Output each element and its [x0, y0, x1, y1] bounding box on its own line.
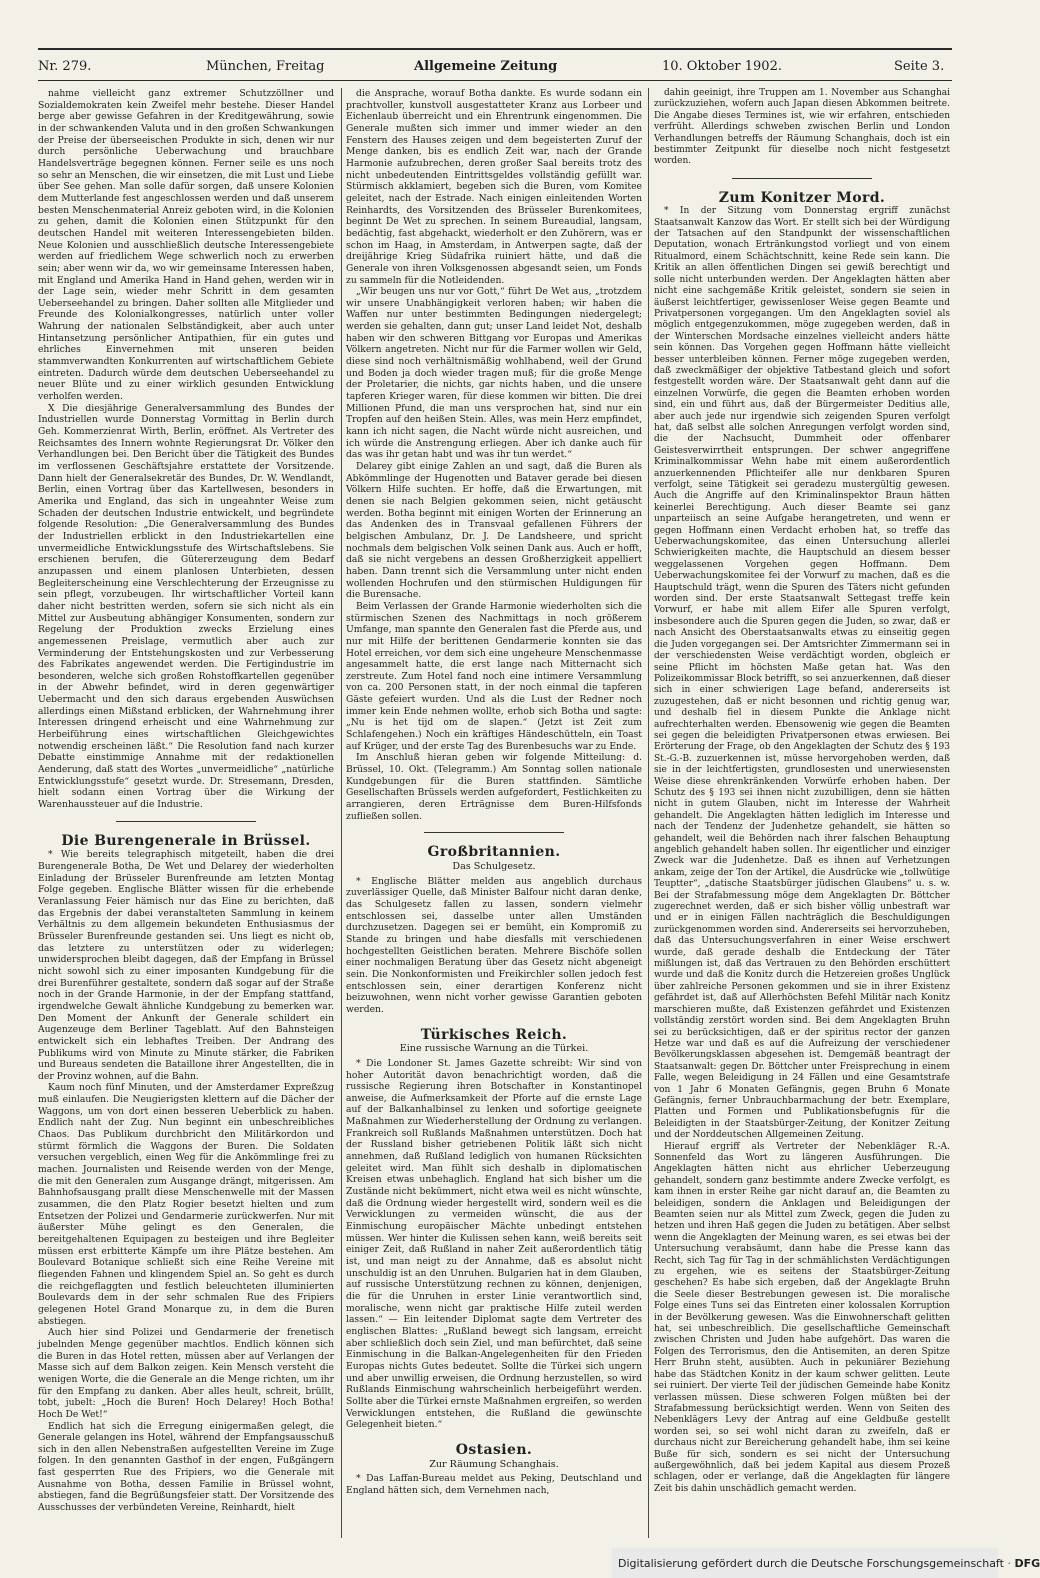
article-paragraph: „Wir beugen uns nur vor Gott,“ führt De Wet aus, „trotzdem wir unsere Unabhängigkeit verloren haben; wir haben die Waffen nur unter bestimmten Bedingungen niedergelegt; werden sie gehalten, dann gut; unser Land leidet Not, deshalb haben wir den schweren Bittgang vor Europas und Amerikas Völkern angetreten. Nicht nur für die Farmer wollen wir Geld, diese sind noch verhältnismäßig wohlhabend, weil der Grund und Boden ja doch wieder tragen muß; für die große Menge der Proletarier, die nichts, gar nichts haben, und die unsere tapferen Krieger waren, für diese kommen wir bitten. Die drei Millionen Pfund, die man uns versprochen hat, sind nur ein Tropfen auf den heißen Stein. Alles, was mein Herz empfindet, kann ich nicht sagen, die Nacht würde nicht ausreichen, und ich würde die Anstrengung erliegen. Aber ich danke auch für das was ihr getan habt und was ihr tun werdet.“: [346, 286, 642, 461]
article-paragraph: * Wie bereits telegraphisch mitgeteilt, haben die drei Burengenerale Botha, De Wet und Delarey der wiederholten Einladung der Brüsseler Burenfreunde am letzten Montag Folge gegeben. Englische Blätter wissen für die erhebende Veranlassung Feier hämisch nur das Eine zu berichten, daß das Ergebnis der dabei veranstalteten Sammlung in keinem Verhältnis zu dem allgemein bekundeten Enthusiasmus der Brüsseler Burenfreunde gestanden sei. Uns liegt es nicht ob, das letztere zu unterstützen oder zu widerlegen; unwidersprochen bleibt dagegen, daß der Empfang in Brüssel nicht sowohl sich zu einer imposanten Kundgebung für die drei Burenführer gestaltete, sondern daß sogar auf der Straße noch in der Grande Harmonie, in der der Empfang stattfand, irgendwelche Gewalt ähnliche Kundgebung zu bemerken war. Den Moment der Ankunft der Generale schildert ein Augenzeuge dem Berliner Tageblatt. Auf den Bahnsteigen entwickelt sich ein lebhaftes Treiben. Der Andrang des Publikums wird von Minute zu Minute stärker, die Fabriken und Bureaus sendeten die Bataillone ihrer Angestellten, die in der Provinz wohnen, auf die Bahn.: [38, 849, 334, 1082]
issue-date: 10. Oktober 1902.: [662, 59, 782, 74]
page-number: Seite 3.: [894, 59, 945, 74]
article-paragraph: Endlich hat sich die Erregung einigermaßen gelegt, die Generale gelangen ins Hotel, während der Empfangsausschuß sich in den allen Nebenstraßen aufgestellten Vereine im Zuge folgen. In den genannten Gasthof in der engen, Fußgängern fast gesperrten Rue des Fripiers, wo die Generale mit Ausnahme von Botha, dessen Familie in Brüssel wohnt, abstiegen, fand die Begrüßungsfeier statt. Der Vorsitzende des Ausschusses der verbündeten Vereine, Reinhardt, hielt: [38, 1420, 334, 1514]
article-paragraph: nahme vielleicht ganz extremer Schutzzöllner und Sozialdemokraten kein Zweifel mehr bestehe. Dieser Handel berge aber gewisse Gefahren in der Kreditgewährung, sowie in der schwankenden Valuta und in den großen Schwankungen der Preise der überseeischen Produkte in sich, denen wir nur durch persönliche Ueberwachung und brauchbare Handelsverträge begegnen können. Ferner seile es uns noch so sehr an Menschen, die wir einsetzen, die mit Lust und Liebe über See gehen. Man solle dafür sorgen, daß unsere Kolonien dem Mutterlande fest angeschlossen werden und daß unserem besten Menschenmaterial Anreiz geboten wird, in die Kolonien zu gehen, damit die Kolonien einen Stützpunkt für den deutschen Handel mit weiteren Interessengebieten bilden. Neue Kolonien und ausschließlich deutsche Interessengebiete werden auf friedlichem Wege schwerlich noch zu erwerben sein; aber wenn wir da, wo wir gemeinsame Interessen haben, mit England und Amerika Hand in Hand gehen, werden wir in der Lage sein, wieder mehr Schritt in dem gesamten Ueberseehandel zu bringen. Daher sollten alle Mitglieder und Freunde des Kolonialkongresses, natürlich unter voller Wahrung der nationalen Selbständigkeit, aber auch unter Hintansetzung persönlicher Antipathien, für ein gutes und ehrliches Einvernehmen mit unseren beiden stammverwandten Konkurrenten auf wirtschaftlichem Gebiete eintreten. Dadurch würde dem deutschen Ueberseehandel zu neuer Blüte und zu einer wirklich gesunden Entwicklung verholfen werden.: [38, 88, 334, 403]
article-paragraph: * Die Londoner St. James Gazette schreibt: Wir sind von hoher Autorität davon benachrichtigt worden, daß die russische Regierung ihren Botschafter in Konstantinopel anweise, die Aufmerksamkeit der Pforte auf die ernste Lage auf der Balkanhalbinsel zu lenken und sofortige geeignete Maßnahmen zur Wiederherstellung der Ordnung zu verlangen. Frankreich soll Rußlands Maßnahmen unterstützen. Doch hat der Russland bisher getriebenen Politik läßt sich nicht annehmen, daß Rußland lediglich von humanen Rücksichten geleitet wird. Man fühlt sich deshalb in diplomatischen Kreisen etwas unbehaglich. England hat sich bisher um die Zustände nicht bekümmert, nicht etwa weil es nicht wünschte, daß die Ordnung wieder hergestellt wird, sondern weil es die Verwicklungen zu vermeiden wünscht, die aus der Einmischung europäischer Mächte unbedingt entstehen müssen. Wer hinter die Kulissen sehen kann, weiß bereits seit einiger Zeit, daß Rußland in naher Zeit außerordentlich tätig ist, und man neigt zu der Annahme, daß es absolut nicht unschuldig ist an den Unruhen. Bulgarien hat in dem Glauben, auf russische Unterstützung rechnen zu können, denjenigen, die für die Unruhen in erster Linie verantwortlich sind, moralische, wenn nicht gar praktische Hilfe zuteil werden lassen.“ — Ein leitender Diplomat sagte dem Vertreter des englischen Blattes: „Rußland bewegt sich langsam, erreicht aber schließlich doch sein Ziel, und man befürchtet, daß seine Einmischung in die Balkan-Angelegenheiten für den Frieden Europas nichts Gutes bedeutet. Sollte die Türkei sich ungern und aber unwillig erweisen, die Ordnung herzustellen, so wird Rußlands Einmischung wahrscheinlich herbeigeführt werden. Sollte aber die Türkei ernste Maßnahmen ergreifen, so werden Verwicklungen entstehen, die Rußland die gewünschte Gelegenheit bieten.“: [346, 1057, 642, 1431]
section-heading: Ostasien.: [455, 1441, 533, 1458]
article-paragraph: * In der Sitzung vom Donnerstag ergriff zunächst Staatsanwalt Kanzow das Wort. Er stellt sich bei der Würdigung der Tatsachen auf den Standpunkt der wissenschaftlichen Deputation, wonach Ertränkungstod vorliegt und von einem Ritualmord, einem Schächtschnitt, keine Rede sein kann. Die Kritik an allen öffentlichen Dingen sei gewiß berechtigt und solle nicht unterbunden werden. Der Angeklagten hätten aber nicht eine sachgemäße Kritik geleistet, sondern sie seien in äußerst leichtfertiger, gewissenloser Weise gegen Beamte und Privatpersonen vorgegangen. Um den Angeklagten soviel als möglich entgegenzukommen, möge zugegeben werden, daß in der Winterschen Mordsache einzelnes vielleicht anders hätte sein können. Das Vorgehen gegen Hoffmann hätte vielleicht besser unterbleiben können. Ferner möge zugegeben werden, daß zweckmäßiger der objektive Tatbestand gleich und sofort festgestellt worden wäre. Der Staatsanwalt geht dann auf die einzelnen Vorwürfe, die gegen die Beamten erhoben worden sind, ein und führt aus, daß der Bürgermeister Deditius alle, aber auch jede nur irgendwie sich zeigenden Spuren verfolgt hat, daß selbst alle solchen Anregungen verfolgt worden sind, die der Nachsucht, Dummheit oder offenbarer Geistesverwirrtheit entsprungen. Der schwer angegriffene Kriminalkommissar Wehn habe mit einem außerordentlich anzuerkennenden Pflichteifer alle nur denkbaren Spuren verfolgt, seine Tätigkeit sei geradezu mustergültig gewesen. Auch die Angriffe auf den Kriminalinspektor Braun hätten keinerlei Berechtigung. Auch dieser Beamte sei ganz unparteiisch an seine Aufgabe herangetreten, und wenn er gegen Hoffmann einen Verdacht erhoben hat, so treffe das Ueberwachungskomitee, das einen Untersuchung allerlei Schwierigkeiten machte, die Hauptschuld an diesem besser weggelassenen Vorgehen gegen Hoffmann. Dem Ueberwachungskomitee fei der Vorwurf zu machen, daß es die Hauptschuld trägt, wenn die Spuren des Täters nicht gefunden worden sind. Der erste Staatsanwalt Settegast treffe kein Vorwurf, er habe mit allem Eifer alle Spuren verfolgt, insbesondere auch die Spuren gegen die Juden, so zwar, daß er nach Ansicht des Oberstaatsanwalts etwas zu einseitig gegen die Juden vorgegangen sei. Der Amtsrichter Zimmermann sei in der verschiedensten Weise verdächtigt worden, obgleich er seine Pflicht im höchsten Maße getan hat. Was den Polizeikommissar Block betrifft, so sei anzuerkennen, daß dieser sich in einer schwierigen Lage befand, andererseits ist zuzugestehen, daß er nicht besonnen und richtig genug war, und deshalb fiel in diesem Punkte die Anklage nicht aufrechterhalten werden. Ebensowenig wie gegen die Beamten sei gegen die beleidigten Privatpersonen etwas erwiesen. Bei Erörterung der Frage, ob den Angeklagten der Schutz des § 193 St.-G.-B. zuzuerkennen ist, müsse hervorgehoben werden, daß sie in der leichtfertigsten, grundlosesten und unerwiesensten Weise diese ehrenkränkenden Vorwürfe erhoben haben. Der Schutz des § 193 sei ihnen nicht zuzubilligen, denn sie hätten nicht in gutem Glauben, nicht im Interesse der Wahrheit gehandelt. Die Angeklagten hätten lediglich im Interesse und nach der Tendenz der Judenhetze gehandelt, sie hätten so gehandelt, weil die Behörden nach ihrer falschen Behauptung angeblich gehandelt haben sollen. Ihr eigentlicher und einziger Zweck war die Judenhetze. Daß es ihnen auf Verhetzungen ankam, zeige der Ton der Artikel, die Ausdrücke wie „tollwütige Teuptter“, „datische Staatsbürger jüdischen Glaubens“ u. s. w. Bei der Strafabmessung möge dem Angeklagten Dr. Böttcher zugerechnet werden, daß er sich bisher völlig unbestraft war und er in einigen Fällen nachträglich die Beschuldigungen zurückgenommen worden sind. Andererseits sei hervorzuheben, daß das Untersuchungsverfahren in einer Weise erschwert wurde, daß gerade deshalb die Entdeckung der Täter mißlungen ist, daß das Vertrauen zu den Behörden erschüttert wurde und daß die Konitz durch die Hetzereien großes Unglück über zahlreiche Personen gekommen und sie in ihrer Existenz gefährdet ist, daß auf Allerhöchsten Befehl Militär nach Konitz marschieren mußte, daß Existenzen gefährdet und Existenzen vollständig zerstört worden sind. Bei dem Angeklagten Bruhn sei zu berücksichtigen, daß er der spiritus rector der ganzen Hetze war und daß es auf die Aufreizung der verschiedener Bevölkerungsklassen abgesehen ist. Demgemäß beantragt der Staatsanwalt: gegen Dr. Böttcher unter Freisprechung in einem Falle, wegen Beleidigung in 24 Fällen und eine Gesamtstrafe von 1 Jahr 6 Monaten Gefängnis, gegen Bruhn 6 Monate Gefängnis, ferner Unbrauchbarmachung der betr. Exemplare, Platten und Formen und Publikationsbefugnis für die Beleidigten in der Staatsbürger-Zeitung, der Konitzer Zeitung und der Norddeutschen Allgemeinen Zeitung.: [654, 206, 950, 1141]
place-day: München, Freitag: [206, 59, 325, 74]
article-paragraph: Auch hier sind Polizei und Gendarmerie der frenetisch jubelnden Menge gegenüber machtlos. Endlich können sich die Buren in das Hotel retten, müssen aber auf Verlangen der Masse sich auf dem Balkon zeigen. Kein Mensch versteht die wenigen Worte, die die Generale an die Menge richten, um ihr für den Empfang zu danken. Aber alles heult, schreit, brüllt, tobt, jubelt: „Hoch die Buren! Hoch Delarey! Hoch Botha! Hoch De Wet!“: [38, 1327, 334, 1420]
section-heading: Zum Konitzer Mord.: [718, 189, 886, 206]
section-subheading: Zur Räumung Schanghais.: [429, 1458, 559, 1470]
newspaper-page: [38, 48, 952, 1538]
article-paragraph: X Die diesjährige Generalversammlung des Bundes der Industriellen wurde Donnerstag Vormittag in Berlin durch Geh. Kommerzienrat Wirth, Berlin, eröffnet. Als Vertreter des Reichsamtes des Innern wohnte Regierungsrat Dr. Völker den Verhandlungen bei. Den Bericht über die Tätigkeit des Bundes im verflossenen Geschäftsjahre erstattete der Vorsitzende. Dann hielt der Generalsekretär des Bundes, Dr. W. Wendlandt, Berlin, einen Vortrag über das Kartellwesen, besonders in Amerika und England, das sich in ungeahnter Weise zum Schaden der deutschen Industrie entwickelt, und begründete folgende Resolution: „Die Generalversammlung des Bundes der Industriellen erblickt in den Industriekartellen eine unvermeidliche Entwicklungsstufe des Wirtschaftslebens. Sie erschienen berufen, die Gütererzeugung dem Bedarf anzupassen und einem planlosen Unterbieten, dessen Begleiterscheinung eine Verschlechterung der Erzeugnisse zu sein pflegt, vorzubeugen. Ihr wirtschaftlicher Vorteil kann daher nicht bestritten werden, sofern sie sich nicht als ein Mittel zur Ausbeutung abhängiger Konsumenten, sondern zur Regelung der Produktion zwecks Erzielung eines angemessenen Preislage, vermutlich aber auch zur Verminderung der Entstehungskosten und zur Verbesserung des Fabrikates angewendet werden. Die Fertigindustrie im besonderen, welche sich großen Rohstoffkartellen gegenüber in der Abwehr befindet, wird in deren gegenwärtiger Uebermacht und den sich daraus ergebenden Auswüchsen allerdings einen Mißstand erblicken, der Wahrnehmung ihrer Interessen dringend erheischt und eine Wahrnehmung zur Herbeiführung eines wirtschaftlichen Gleichgewichtes notwendig erscheinen läßt.“ Die Resolution fand nach kurzer Debatte einstimmige Annahme mit der redaktionellen Aenderung, daß statt des Wortes „unvermeidliche“ „natürliche Entwicklungsstufe“ gesetzt wurde. Dr. Stresemann, Dresden, hielt sodann einen Vortrag über die Wirkung der Warenhaussteuer auf die Industrie.: [38, 402, 334, 811]
section-subheading: Eine russische Warnung an die Türkei.: [399, 1043, 589, 1055]
newspaper-title: Allgemeine Zeitung: [414, 59, 558, 74]
column-1: [38, 88, 334, 1514]
section-heading: Großbritannien.: [427, 844, 561, 861]
digitization-credit: Digitalisierung gefördert durch die Deutsche Forschungsgemeinschaft · DFG: [612, 1548, 998, 1578]
dfg-logo: DFG: [1014, 1557, 1040, 1570]
article-paragraph: * Das Laffan-Bureau meldet aus Peking, Deutschland und England hätten sich, dem Vernehmen nach,: [346, 1473, 642, 1496]
section-separator: [732, 178, 872, 179]
section-heading: Die Burengenerale in Brüssel.: [61, 832, 311, 849]
column-divider: [341, 88, 342, 1538]
article-paragraph: die Ansprache, worauf Botha dankte. Es wurde sodann ein prachtvoller, kunstvoll ausgestatteter Kranz aus Lorbeer und Eichenlaub überreicht und ein Ehrentrunk eingenommen. Die Generale mußten sich immer und immer wieder an den Fenstern des Hauses zeigen und dem begeisterten Zuruf der Menge danken, bis es endlich Zeit war, nach der Grande Harmonie aufzubrechen, deren großer Saal bereits trotz des nicht unbedeutenden Eintrittsgeldes vollständig gefüllt war. Stürmisch akklamiert, begeben sich die Buren, vom Komitee geleitet, nach der Estrade. Nach einigen einleitenden Worten Reinhardts, des Vorsitzenden des Brüsseler Burenkomitees, beginnt De Wet zu sprechen. In seinem Bureaudial, langsam, bedächtig, fast abgehackt, wiederholt er den Zuhörern, was er schon im Haag, in Amsterdam, in Antwerpen sagte, daß der dreijährige Krieg Südafrika ruiniert hätte, und daß die Generale von ihren Volksgenossen abgesandt seien, um Fonds zu sammeln für die Notleidenden.: [346, 88, 642, 286]
article-paragraph: Im Anschluß hieran geben wir folgende Mitteilung: d. Brüssel, 10. Okt. (Telegramm.) Am Sonntag sollen nationale Kundgebungen für die Buren stattfinden. Sämtliche Gesellschaften Brüssels werden aufgefordert, Festlichkeiten zu arrangieren, deren Erträgnisse dem Buren-Hilfsfonds zufließen sollen.: [346, 752, 642, 822]
column-2: [346, 88, 642, 1496]
issue-number: Nr. 279.: [38, 59, 92, 74]
section-heading: Türkisches Reich.: [420, 1026, 568, 1043]
column-divider: [648, 88, 649, 1538]
page-header: [38, 56, 952, 78]
column-3: [654, 88, 950, 1495]
section-separator: [116, 821, 256, 822]
article-paragraph: Kaum noch fünf Minuten, und der Amsterdamer Expreßzug muß einlaufen. Die Neugierigsten klettern auf die Dächer der Waggons, um von dort einen besseren Ueberblick zu haben. Endlich naht der Zug. Nun beginnt ein unbeschreibliches Chaos. Das Publikum durchbricht den Militärkordon und stürmt förmlich die Waggons der Buren. Die Soldaten versuchen vergeblich, einen Weg für die Ankömmlinge frei zu machen. Journalisten und Reisende werden von der Menge, die mit den Generalen zum Ausgange drängt, mitgerissen. Am Bahnhofsausgang prallt diese Menschenwelle mit der Massen zusammen, die den Platz Rogier besetzt hielten und zum Entsetzen der Polizei und Gendarmerie zurückwerfen. Nur mit äußerster Mühe gelingt es den Generalen, die bereitgehaltenen Equipagen zu besteigen und ihre Begleiter müssen erst erbitterte Kämpfe um ihre Plätze bestehen. Am Boulevard Botanique schließt sich eine Reihe Vereine mit fliegenden Fahnen und klingendem Spiel an. So geht es durch die reichgeflaggten und festlich beleuchteten illuminierten Boulevards dem in der sehr schmalen Rue des Fripiers gelegenen Hotel Grand Monarque zu, in dem die Buren abstiegen.: [38, 1082, 334, 1327]
header-rule: [38, 80, 952, 81]
article-paragraph: Beim Verlassen der Grande Harmonie wiederholten sich die stürmischen Szenen des Nachmittags in noch größerem Umfange, man spannte den Generalen fast die Pferde aus, und nur mit Hilfe der berittenen Gendarmerie konnten sie das Hotel erreichen, vor dem sich eine ungeheure Menschenmasse angesammelt hatte, die erst lange nach Mitternacht sich zerstreute. Zum Hotel fand noch eine intimere Versammlung von ca. 200 Personen statt, in der noch einmal die tapferen Gäste gefeiert wurden. Und als die Lust der Redner noch immer kein Ende nehmen wollte, erhob sich Botha und sagte: „Nu is het tijd om de slapen.“ (Jetzt ist Zeit zum Schlafengehen.) Noch ein kräftiges Händeschütteln, ein Toast auf Krüger, und der erste Tag des Burenbesuchs war zu Ende.: [346, 600, 642, 752]
article-paragraph: Delarey gibt einige Zahlen an und sagt, daß die Buren als Abkömmlinge der Hugenotten und Bataver gerade bei diesen Völkern Hilfe suchten. Er hoffe, daß die Erwartungen, mit denen sie nach Belgien gekommen seien, nicht getäuscht werden. Botha beginnt mit einigen Worten der Erinnerung an das Andenken des in Transvaal gefallenen Führers der belgischen Ambulanz, Dr. J. De Landsheere, und spricht nochmals dem belgischen Volk seinen Dank aus. Auch er hofft, daß sie nicht vergebens an dessen Großherzigkeit appelliert haben. Dann trennt sich die Versammlung unter nicht enden wollenden Hochrufen und den stürmischen Huldigungen für die Burensache.: [346, 461, 642, 601]
section-subheading: Das Schulgesetz.: [452, 861, 536, 872]
top-rule: [38, 48, 952, 50]
article-paragraph: Hierauf ergriff als Vertreter der Nebenkläger R.-A. Sonnenfeld das Wort zu längeren Ausführungen. Die Angeklagten hätten nicht aus ehrlicher Ueberzeugung gehandelt, sondern ganz bestimmte andere Zwecke verfolgt, es kam ihnen in erster Reihe gar nicht darauf an, die Beamten zu beleidigen, sondern die Anklagen und Beleidigungen der Beamten seien nur als Mittel zum Zweck, gegen die Juden zu hetzen und ihren Haß gegen die Juden zu betätigen. Aber selbst wenn die Angeklagten der Meinung waren, es sei etwas bei der Untersuchung verabsäumt, dann habe die Presse kann das Recht, sich Tag für Tag in der schmählichsten Verdächtigungen zu ergehen, wie es seitens der Staatsbürger-Zeitung geschehen? Es habe sich ergeben, daß der Angeklagte Bruhn die Seele dieser Bestrebungen gewesen ist. Die moralische Folge eines Tuns sei das Eintreten einer kolossalen Korruption in der Bevölkerung gewesen. Was die Einwohnerschaft gelitten hat, sei unbeschreiblich. Die gesellschaftliche Gemeinschaft zwischen Christen und Juden habe aufgehört. Das waren die Folgen des Terrorismus, den die Antisemiten, an deren Spitze Herr Bruhn steht, ausübten. Auch in pekuniärer Beziehung habe das Städtchen Konitz in der kaum schwer gelitten. Leute sei ruiniert. Der vierte Teil der jüdischen Gemeinde habe Konitz verlassen müssen. Diese schweren Folgen müßten bei der Strafabmessung berücksichtigt werden. Wenn von Seiten des Nebenklägers Levy der Antrag auf eine Geldbuße gestellt worden sei, so sei wohl nicht daran zu zweifeln, daß er durchaus nicht zur Bereicherung gehandelt habe, ihm sei keine Buße für sich, sondern es sei nicht der Untersuchung außergewöhnlich, daß bei jedem Kapital aus diesem Prozeß schlagen, oder er verlange, daß die Angeklagten für längere Zeit bis dahin unschädlich gemacht werden.: [654, 1141, 950, 1494]
credit-text: Digitalisierung gefördert durch die Deutsche Forschungsgemeinschaft: [618, 1557, 1004, 1570]
article-paragraph: * Englische Blätter melden aus angeblich durchaus zuverlässiger Quelle, daß Minister Balfour nicht daran denke, das Schulgesetz fallen zu lassen, sondern vielmehr entschlossen sei, dasselbe unter allen Umständen durchzusetzen. Dagegen sei er bemüht, ein Kompromiß zu Stande zu bringen und habe diesfalls mit verschiedenen hochgestellten Geistlichen beraten. Mehrere Bischöfe sollen einer nochmaligen Beratung über das Gesetz nicht abgeneigt sein. Die Nonkonformisten und Freikirchler sollen jedoch fest entschlossen sein, einer derartigen Konferenz nicht beizuwohnen, wenn nicht vorher gewisse Garantien geboten werden.: [346, 875, 642, 1015]
article-paragraph: dahin geeinigt, ihre Truppen am 1. November aus Schanghai zurückzuziehen, wofern auch Japan diesen Abkommen beitrete. Die Angabe dieses Termines ist, wie wir erfahren, entschieden verfrüht. Allerdings schweben zwischen Berlin und London Verhandlungen betreffs der Räumung Schanghais, doch ist ein bestimmter Zeitpunkt für dieselbe noch nicht festgesetzt worden.: [654, 88, 950, 167]
section-separator: [424, 832, 564, 833]
